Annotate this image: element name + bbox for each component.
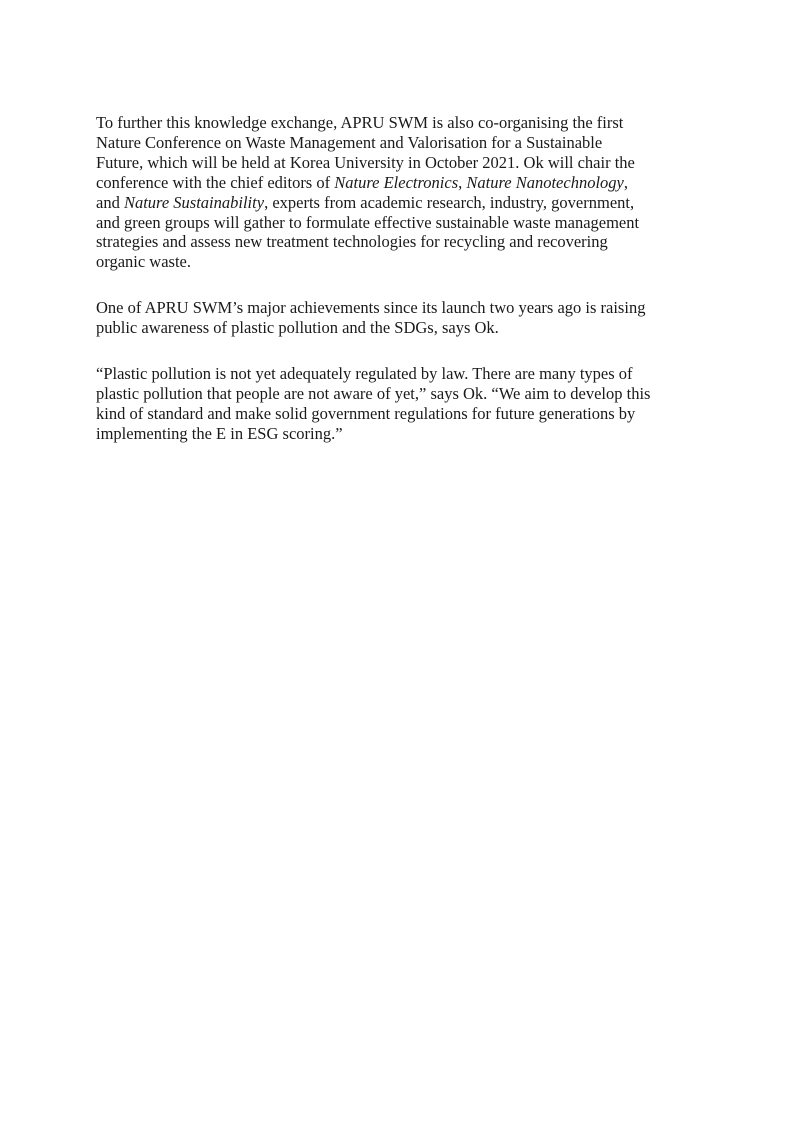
text-line: public awareness of plastic pollution and the SDGs, says Ok. xyxy=(96,318,499,338)
text-line: Nature Conference on Waste Management and Valorisation for a Sustainable xyxy=(96,132,603,152)
text-line: strategies and assess new treatment technologies for recycling and recovering xyxy=(96,232,608,252)
text-line: conference with the chief editors of Nature Electronics, Nature Nanotechnology, xyxy=(96,172,628,192)
text-line: implementing the E in ESG scoring.” xyxy=(96,423,343,443)
text-line: “Plastic pollution is not yet adequately regulated by law. There are many types of xyxy=(96,364,633,384)
journal-name: Nature Electronics xyxy=(334,172,459,192)
document-body xyxy=(96,113,696,470)
text-line: plastic pollution that people are not aware of yet,” says Ok. “We aim to develop this xyxy=(96,383,651,403)
journal-name: Nature Sustainability xyxy=(123,192,265,212)
paragraph-conference xyxy=(96,113,696,272)
paragraph-achievements xyxy=(96,298,696,338)
text-line: One of APRU SWM’s major achievements since its launch two years ago is raising xyxy=(96,298,646,318)
text-line: and green groups will gather to formulate effective sustainable waste management xyxy=(96,212,640,232)
paragraph-quote xyxy=(96,364,696,444)
text-line: and Nature Sustainability, experts from academic research, industry, government, xyxy=(96,192,635,212)
journal-name: Nature Nanotechnology xyxy=(466,172,624,192)
text-line: kind of standard and make solid government regulations for future generations by xyxy=(96,403,636,423)
text-line: To further this knowledge exchange, APRU SWM is also co-organising the first xyxy=(96,113,624,132)
text-line: organic waste. xyxy=(96,252,191,272)
text-line: Future, which will be held at Korea University in October 2021. Ok will chair the xyxy=(96,152,635,172)
